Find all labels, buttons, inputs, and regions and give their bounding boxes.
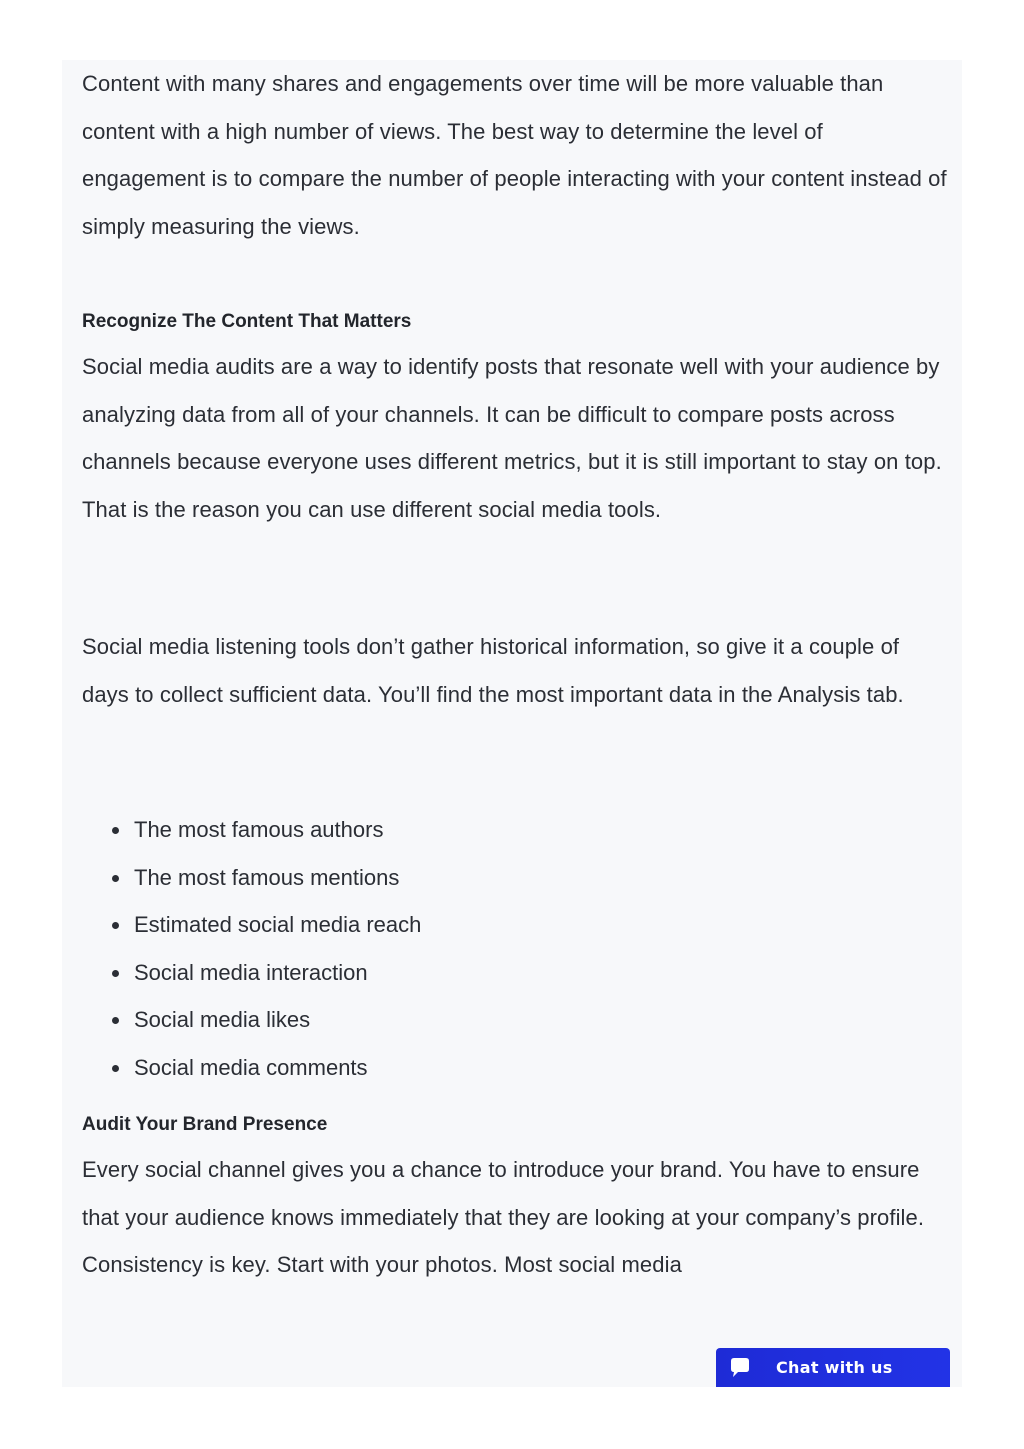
- analysis-data-list: [82, 806, 421, 1091]
- chat-with-us-button[interactable]: [716, 1348, 950, 1387]
- heading-recognize-content: Recognize The Content That Matters: [82, 311, 412, 332]
- list-item: The most famous mentions: [134, 854, 421, 902]
- paragraph-brand-presence: Every social channel gives you a chance to introduce your brand. You have to ensure that your audience knows immediately that they are looking at your company’s profile. Consistency is key. Start with your photos. Most social media: [82, 1157, 925, 1277]
- list-item: Social media likes: [134, 996, 421, 1044]
- heading-audit-brand-presence: Audit Your Brand Presence: [82, 1114, 328, 1135]
- paragraph-social-media-audits: Social media audits are a way to identify posts that resonate well with your audience by analyzing data from all of your channels. It can be difficult to compare posts across channels because everyone uses different metrics, but it is still important to stay on top. That is the reason you can use different social media tools.: [82, 354, 942, 522]
- chat-widget-label: Chat with us: [776, 1358, 893, 1377]
- list-item: Social media interaction: [134, 949, 421, 997]
- paragraph-listening-tools: Social media listening tools don’t gather historical information, so give it a couple of days to collect sufficient data. You’ll find the most important data in the Analysis tab.: [82, 634, 904, 707]
- chat-bubble-icon: [716, 1348, 764, 1387]
- article-panel: [62, 60, 962, 1387]
- list-item: Estimated social media reach: [134, 901, 421, 949]
- list-item: The most famous authors: [134, 806, 421, 854]
- paragraph-engagement: Content with many shares and engagements over time will be more valuable than content with a high number of views. The best way to determine the level of engagement is to compare the number of people interacting with your content instead of simply measuring the views.: [82, 71, 947, 239]
- list-item: Social media comments: [134, 1044, 421, 1092]
